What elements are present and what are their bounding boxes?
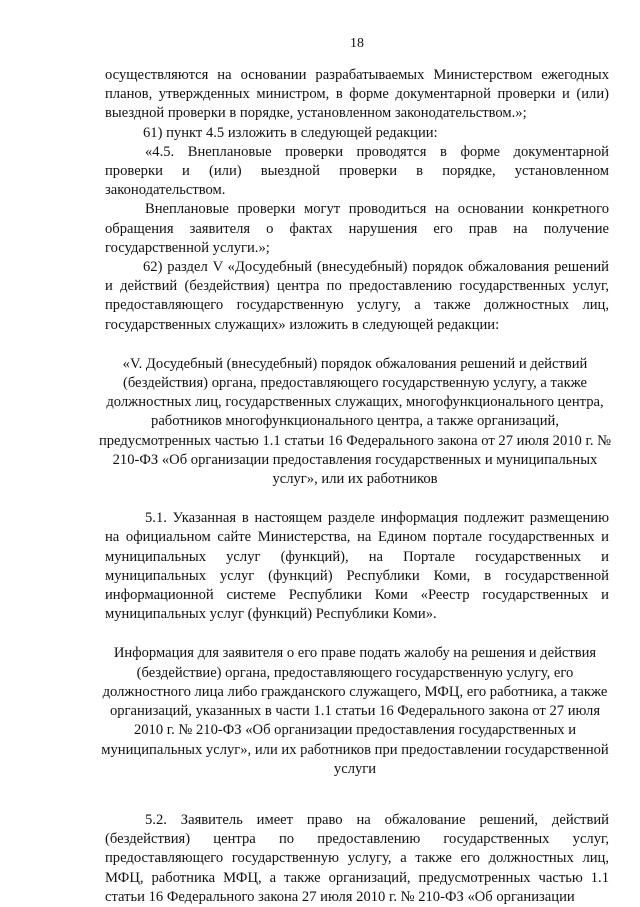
document-body <box>98 66 612 907</box>
paragraph-item-62: 62) раздел V «Досудебный (внесудебный) порядок обжалования решений и действий (бездействия) центра по предоставлению государственных услуг, предоставляющего государственную услугу, а также должностных лиц, государственных служащих» изложить в следующей редакции: <box>105 259 609 333</box>
paragraph-item-61: 61) пункт 4.5 изложить в следующей редакции: <box>143 124 438 141</box>
paragraph-5-1: 5.1. Указанная в настоящем разделе информация подлежит размещению на официальном сайте Министерства, на Едином портале государственных и муниципальных услуг (функций), на Портале государственных и муниципальных услуг (функций) Республики Коми, в государственной информационной системе Республики Коми «Реестр государственных и муниципальных услуг (функций) Республики Коми». <box>105 510 609 623</box>
page-number: 18 <box>350 36 364 51</box>
section-v-heading: «V. Досудебный (внесудебный) порядок обжалования решений и действий (бездействия) органа, предоставляющего государственную услугу, а также должностных лиц, государственных служащих, многофункционального центра, работников многофункционального центра, а также организаций, предусмотренных частью 1.1 статьи 16 Федерального закона от 27 июля 2010 г. № 210-ФЗ «Об организации предоставления государственных и муниципальных услуг», или их работников <box>98 355 612 488</box>
paragraph-continuation: осуществляются на основании разрабатываемых Министерством ежегодных планов, утвержденных министром, в форме документарной проверки и (или) выездной проверки в порядке, установленном законодательством.»; <box>105 67 609 122</box>
paragraph-unscheduled-inspections: Внеплановые проверки могут проводиться на основании конкретного обращения заявителя о фактах нарушения его прав на получение государственной услуги.»; <box>105 201 609 256</box>
info-heading: Информация для заявителя о его праве подать жалобу на решения и действия (бездействие) органа, предоставляющего государственную услугу, его должностного лица либо гражданского служащего, МФЦ, его работника, а также организаций, указанных в части 1.1 статьи 16 Федерального закона от 27 июля 2010 г. № 210-ФЗ «Об организации предоставления государственных и муниципальных услуг», или их работников при предоставлении государственной услуги <box>101 645 609 777</box>
paragraph-4-5: «4.5. Внеплановые проверки проводятся в форме документарной проверки и (или) выездной проверки в порядке, установленном законодательством. <box>105 143 609 199</box>
paragraph-5-2: 5.2. Заявитель имеет право на обжалование решений, действий (бездействия) центра по предоставлению государственных услуг, предоставляющего государственную услугу, а также его должностных лиц, МФЦ, работника МФЦ, а также организаций, предусмотренных частью 1.1 статьи 16 Федерального закона 27 июля 2010 г. № 210-ФЗ «Об организации <box>105 811 609 905</box>
